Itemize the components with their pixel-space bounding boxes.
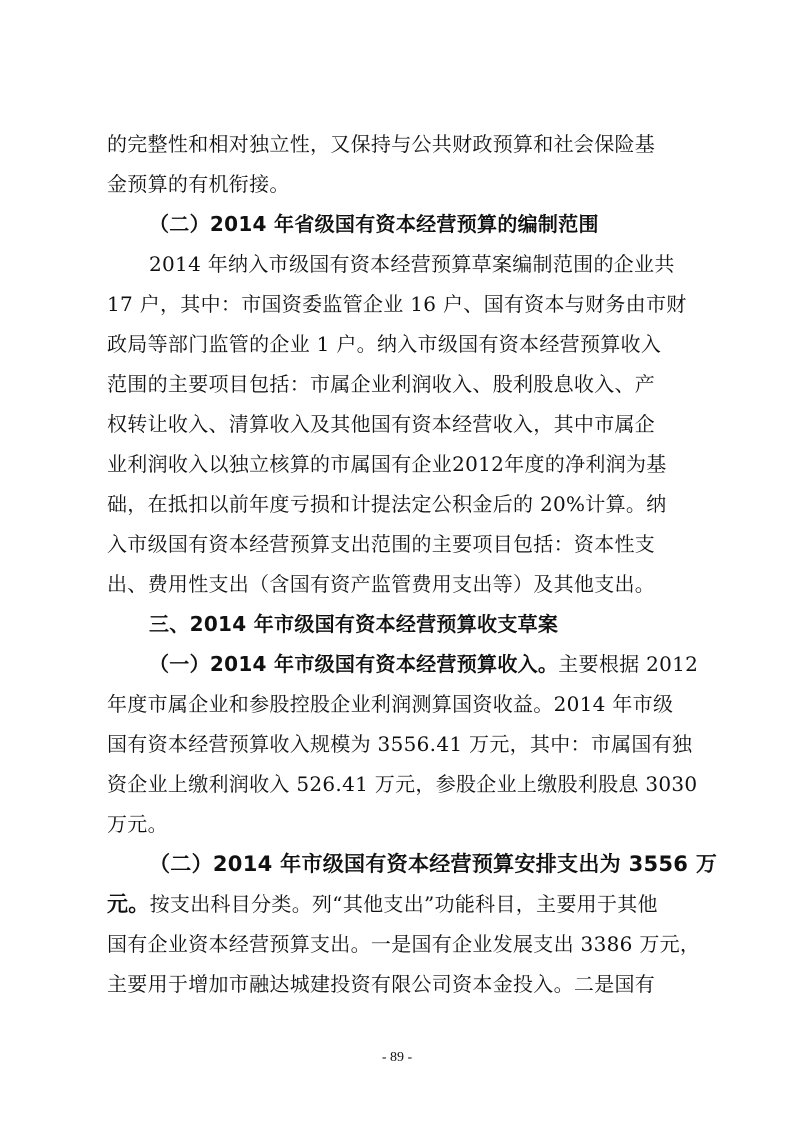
text-line: 万元。 <box>107 812 168 836</box>
text-line: 权转让收入、清算收入及其他国有资本经营收入，其中市属企 <box>107 412 656 436</box>
text-line <box>107 884 687 924</box>
text-line: 2014 年纳入市级国有资本经营预算草案编制范围的企业共 <box>149 252 675 276</box>
paragraph-income <box>107 644 699 844</box>
text-line: 范围的主要项目包括：市属企业利润收入、股利股息收入、产 <box>107 372 656 396</box>
text-line: 年度市属企业和参股控股企业利润测算国资收益。2014 年市级 <box>107 692 674 716</box>
income-subheading: （一）2014 年市级国有资本经营预算收入。 <box>149 652 559 676</box>
expense-second-line-rest: 按支出科目分类。列“其他支出”功能科目，主要用于其他 <box>149 892 658 916</box>
income-first-line-rest: 主要根据 2012 <box>558 652 699 676</box>
text-line: 国有企业资本经营预算支出。一是国有企业发展支出 3386 万元， <box>107 932 701 956</box>
text-line: 金预算的有机衔接。 <box>107 172 290 196</box>
document-body <box>107 124 718 1004</box>
text-line: 17 户，其中：市国资委监管企业 16 户、国有资本与财务由市财 <box>107 292 687 316</box>
paragraph-scope <box>107 244 687 604</box>
section-heading-3: 三、2014 年市级国有资本经营预算收支草案 <box>149 612 559 636</box>
text-line: 国有资本经营预算收入规模为 3556.41 万元，其中：市属国有独 <box>107 732 693 756</box>
text-line: 业利润收入以独立核算的市属国有企业2012年度的净利润为基 <box>107 452 667 476</box>
page-number: - 89 - <box>381 1050 413 1065</box>
expense-subheading-line1: （二）2014 年市级国有资本经营预算安排支出为 3556 万 <box>149 852 718 876</box>
paragraph-expense <box>107 844 718 1004</box>
text-line: 出、费用性支出（含国有资产监管费用支出等）及其他支出。 <box>107 572 656 596</box>
text-line: 础，在抵扣以前年度亏损和计提法定公积金后的 20%计算。纳 <box>107 492 667 516</box>
text-line: 的完整性和相对独立性，又保持与公共财政预算和社会保险基 <box>107 132 656 156</box>
paragraph-intro <box>107 124 687 204</box>
text-line: 资企业上缴利润收入 526.41 万元，参股企业上缴股利股息 3030 <box>107 772 698 796</box>
text-line <box>107 644 699 684</box>
text-line: 主要用于增加市融达城建投资有限公司资本金投入。二是国有 <box>107 972 656 996</box>
expense-subheading-line2: 元。 <box>107 892 150 916</box>
text-line: 入市级国有资本经营预算支出范围的主要项目包括：资本性支 <box>107 532 656 556</box>
text-line: 政局等部门监管的企业 1 户。纳入市级国有资本经营预算收入 <box>107 332 662 356</box>
heading-scope: （二）2014 年省级国有资本经营预算的编制范围 <box>149 212 599 236</box>
